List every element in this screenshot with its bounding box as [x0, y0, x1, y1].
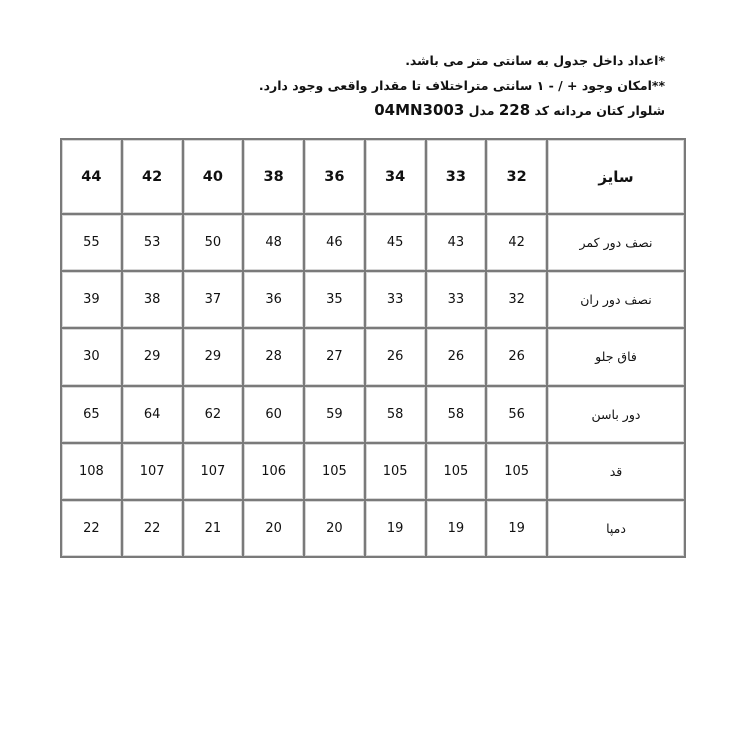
table-row	[62, 215, 686, 272]
table-cell: 56	[487, 387, 548, 444]
table-cell: 106	[244, 444, 305, 501]
table-cell: 55	[62, 215, 123, 272]
table-cell: 48	[244, 215, 305, 272]
size-header: 44	[62, 140, 123, 215]
title-code: 228	[498, 101, 531, 119]
table-cell: 37	[184, 272, 245, 329]
size-header: 34	[366, 140, 427, 215]
size-header: 32	[487, 140, 548, 215]
product-title	[105, 98, 665, 123]
table-cell: 26	[366, 329, 427, 386]
table-cell: 33	[366, 272, 427, 329]
table-cell: 26	[487, 329, 548, 386]
row-label: قد	[548, 444, 686, 501]
table-cell: 22	[123, 501, 184, 558]
table-cell: 65	[62, 387, 123, 444]
table-cell: 27	[305, 329, 366, 386]
table-cell: 43	[427, 215, 488, 272]
size-header: 36	[305, 140, 366, 215]
table-cell: 105	[487, 444, 548, 501]
header-label: سایز	[548, 140, 686, 215]
table-cell: 19	[366, 501, 427, 558]
table-cell: 64	[123, 387, 184, 444]
table-cell: 19	[487, 501, 548, 558]
table-cell: 26	[427, 329, 488, 386]
table-cell: 39	[62, 272, 123, 329]
table-cell: 29	[123, 329, 184, 386]
table-cell: 22	[62, 501, 123, 558]
size-header: 38	[244, 140, 305, 215]
table-cell: 105	[366, 444, 427, 501]
table-cell: 58	[427, 387, 488, 444]
size-header: 42	[123, 140, 184, 215]
table-cell: 53	[123, 215, 184, 272]
table-cell: 107	[184, 444, 245, 501]
table-row	[62, 329, 686, 386]
table-cell: 32	[487, 272, 548, 329]
table-cell: 21	[184, 501, 245, 558]
row-label: دور باسن	[548, 387, 686, 444]
table-row	[62, 444, 686, 501]
table-row	[62, 501, 686, 558]
row-label: فاق جلو	[548, 329, 686, 386]
table-cell: 105	[427, 444, 488, 501]
note-tolerance: **امکان وجود + / - ۱ سانتی متراختلاف تا مقدار واقعی وجود دارد.	[258, 78, 665, 93]
row-label: نصف دور کمر	[548, 215, 686, 272]
table-cell: 60	[244, 387, 305, 444]
table-cell: 62	[184, 387, 245, 444]
table-cell: 19	[427, 501, 488, 558]
table-cell: 50	[184, 215, 245, 272]
table-cell: 58	[366, 387, 427, 444]
row-label: دمپا	[548, 501, 686, 558]
table-cell: 105	[305, 444, 366, 501]
table-cell: 42	[487, 215, 548, 272]
size-header: 40	[184, 140, 245, 215]
title-model: 04MN3003	[374, 101, 465, 119]
title-prefix: شلوار کتان مردانه کد	[534, 103, 665, 118]
table-cell: 107	[123, 444, 184, 501]
table-cell: 20	[244, 501, 305, 558]
header-row	[62, 140, 686, 215]
table-cell: 35	[305, 272, 366, 329]
table-cell: 20	[305, 501, 366, 558]
table-cell: 28	[244, 329, 305, 386]
size-table-body	[62, 140, 686, 558]
table-cell: 45	[366, 215, 427, 272]
size-table	[60, 138, 686, 558]
size-header: 33	[427, 140, 488, 215]
table-cell: 36	[244, 272, 305, 329]
table-row	[62, 272, 686, 329]
table-cell: 108	[62, 444, 123, 501]
table-cell: 29	[184, 329, 245, 386]
note-units: *اعداد داخل جدول به سانتی متر می باشد.	[405, 53, 665, 68]
table-cell: 59	[305, 387, 366, 444]
table-cell: 30	[62, 329, 123, 386]
row-label: نصف دور ران	[548, 272, 686, 329]
table-cell: 38	[123, 272, 184, 329]
table-row	[62, 387, 686, 444]
title-model-label: مدل	[468, 103, 495, 118]
table-cell: 46	[305, 215, 366, 272]
notes-block	[105, 48, 665, 123]
table-cell: 33	[427, 272, 488, 329]
